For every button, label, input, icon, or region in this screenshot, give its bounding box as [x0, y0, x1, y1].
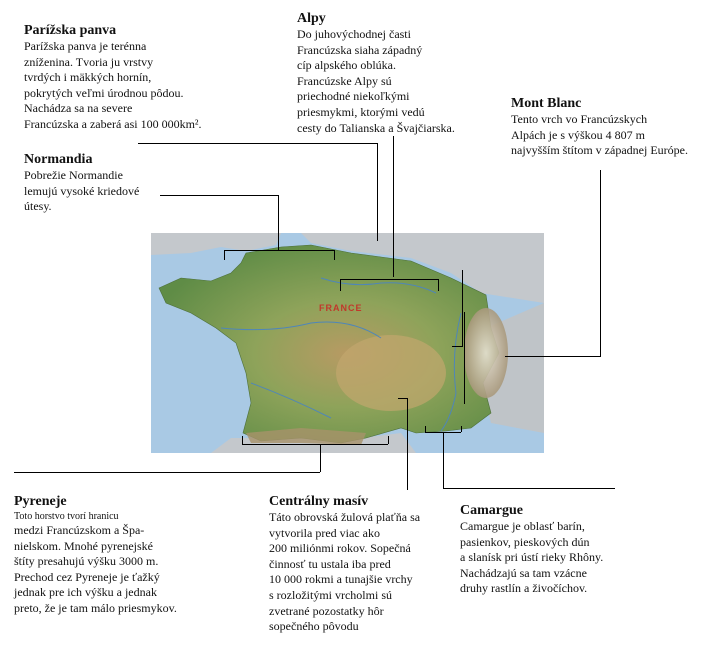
leader-line [600, 170, 601, 356]
callout-text: Táto obrovská žulová plaťňa sa vytvorila pred viac ako 200 miliónmi rokov. Sopečná činnosť tu ustala iba pred 10 000 rokmi a tunajšie vrchy s rozložitými vrcholmi sú zvetrané pozostatky hôr sopečného pôvodu [269, 510, 421, 634]
callout-title: Mont Blanc [511, 96, 582, 111]
centralny-masiv-callout [269, 493, 459, 635]
bracket-line [242, 436, 243, 444]
bracket-line [340, 279, 438, 280]
leader-line [160, 195, 278, 196]
leader-line [377, 143, 378, 241]
bracket-line [425, 426, 426, 432]
callout-title: Alpy [297, 11, 326, 26]
leader-line [14, 472, 320, 473]
bracket-line [334, 250, 335, 260]
normandia-callout [24, 151, 174, 215]
leader-line [138, 143, 378, 144]
leader-line [407, 398, 408, 490]
central-massif-relief [336, 335, 446, 411]
leader-line [452, 346, 462, 347]
callout-text: Tento vrch vo Francúzskych Alpách je s výškou 4 807 m najvyšším štítom v západnej Európe. [511, 112, 688, 158]
callout-title: Parížska panva [24, 23, 117, 38]
bracket-line [461, 426, 462, 432]
bracket-line [242, 444, 388, 445]
bracket-line [224, 250, 334, 251]
bracket-line [224, 250, 225, 260]
bracket-line [438, 279, 439, 291]
callout-text: Camargue je oblasť barín, pasienkov, pieskových dún a slanísk pri ústí rieky Rhôny. Nachádzajú sa tam vzácne druhy rastlín a živočíchov. [460, 519, 604, 596]
callout-text-small: Toto horstvo tvorí hranicu [14, 511, 119, 522]
callout-text: Pobrežie Normandie lemujú vysoké kriedové útesy. [24, 168, 140, 214]
bracket-line [464, 312, 465, 404]
country-label: FRANCE [319, 303, 363, 313]
leader-line [278, 195, 279, 250]
callout-title: Pyreneje [14, 494, 67, 509]
callout-title: Normandia [24, 152, 93, 167]
callout-text: Do juhovýchodnej časti Francúzska siaha západný cíp alpského oblúka. Francúzske Alpy sú priechodné niekoľkými priesmykmi, ktorými vedú cesty do Talianska a Švajčiarska. [297, 27, 455, 135]
leader-line [443, 432, 444, 488]
callout-title: Camargue [460, 503, 523, 518]
callout-text: medzi Francúzskom a Špa- nielskom. Mnohé pyrenejské štíty presahujú výšku 3000 m. Prechod cez Pyreneje je ťažký jednak pre ich výšku a jednak preto, že je tam málo priesmykov. [14, 523, 177, 615]
camargue-callout [460, 502, 660, 597]
bracket-line [340, 279, 341, 291]
leader-line [443, 488, 615, 489]
alpy-callout [297, 10, 497, 136]
pyreneje-callout [14, 493, 229, 617]
parizska-panva-callout [24, 22, 254, 133]
leader-line [462, 270, 463, 347]
callout-title: Centrálny masív [269, 494, 369, 509]
leader-line [320, 445, 321, 472]
france-relief-map [151, 233, 544, 453]
leader-line [398, 398, 408, 399]
alps-relief [464, 308, 508, 398]
bracket-line [388, 436, 389, 444]
callout-text: Parížska panva je terénna zníženina. Tvoria ju vrstvy tvrdých i mäkkých hornín, pokrytých veľmi úrodnou pôdou. Nachádza sa na severe Francúzska a zaberá asi 100 000km². [24, 39, 202, 131]
leader-line [393, 136, 394, 277]
leader-line [505, 356, 601, 357]
mont-blanc-callout [511, 95, 721, 159]
